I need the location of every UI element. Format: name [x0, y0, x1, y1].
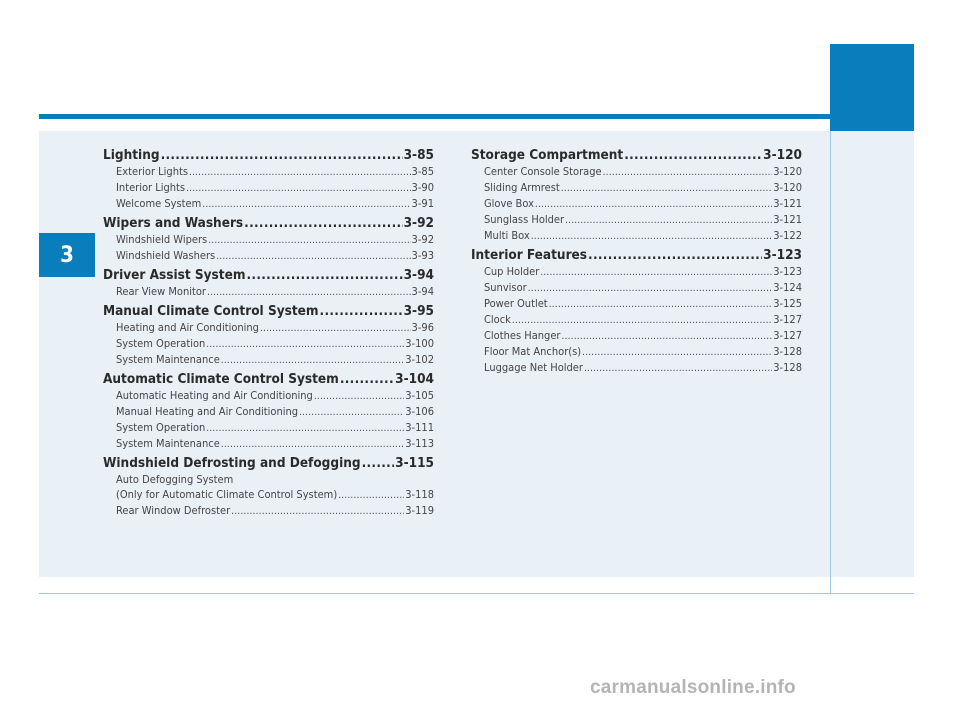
- entry-label: System Operation: [116, 337, 206, 350]
- entry-page-number: 3-128: [773, 345, 802, 358]
- entry-page-number: 3-111: [405, 421, 434, 434]
- toc-subentry[interactable]: [471, 228, 802, 244]
- entry-page-number: 3-94: [411, 285, 434, 298]
- entry-page-number: 3-90: [411, 181, 434, 194]
- entry-page-number: 3-95: [403, 303, 434, 319]
- entry-page-number: 3-102: [405, 353, 434, 366]
- entry-page-number: 3-121: [773, 197, 802, 210]
- dot-leader: [624, 146, 762, 164]
- dot-leader: [186, 180, 410, 196]
- footer-rule: [39, 593, 914, 594]
- toc-section-entry[interactable]: [471, 246, 802, 264]
- dot-leader: [584, 360, 772, 376]
- toc-subentry[interactable]: [471, 328, 802, 344]
- toc-section-entry[interactable]: [103, 266, 434, 284]
- toc-subentry[interactable]: [103, 404, 434, 420]
- entry-label: Driver Assist System: [103, 267, 246, 283]
- panel-divider: [830, 131, 831, 593]
- toc-subentry[interactable]: [471, 344, 802, 360]
- toc-subentry[interactable]: [103, 420, 434, 436]
- dot-leader: [206, 336, 404, 352]
- toc-section-entry[interactable]: [103, 214, 434, 232]
- entry-label: Manual Heating and Air Conditioning: [116, 405, 299, 418]
- entry-label: Floor Mat Anchor(s): [484, 345, 582, 358]
- entry-label: Clothes Hanger: [484, 329, 561, 342]
- entry-label: Automatic Heating and Air Conditioning: [116, 389, 313, 402]
- dot-leader: [320, 302, 403, 320]
- entry-page-number: 3-100: [405, 337, 434, 350]
- entry-label: Interior Features: [471, 247, 588, 263]
- dot-leader: [189, 164, 411, 180]
- dot-leader: [549, 296, 773, 312]
- toc-subentry[interactable]: [471, 180, 802, 196]
- entry-label: Sunglass Holder: [484, 213, 565, 226]
- entry-label: Storage Compartment: [471, 147, 624, 163]
- entry-page-number: 3-127: [773, 329, 802, 342]
- entry-label: Interior Lights: [116, 181, 186, 194]
- toc-subentry[interactable]: [471, 296, 802, 312]
- entry-page-number: 3-122: [773, 229, 802, 242]
- entry-label: Windshield Wipers: [116, 233, 208, 246]
- dot-leader: [260, 320, 411, 336]
- dot-leader: [216, 248, 410, 264]
- dot-leader: [535, 196, 772, 212]
- toc-subentry[interactable]: [103, 503, 434, 519]
- entry-page-number: 3-104: [395, 371, 434, 387]
- entry-label: System Maintenance: [116, 353, 220, 366]
- entry-label: Welcome System: [116, 197, 202, 210]
- dot-leader: [561, 328, 772, 344]
- entry-page-number: 3-123: [773, 265, 802, 278]
- entry-page-number: 3-85: [403, 147, 434, 163]
- dot-leader: [540, 264, 772, 280]
- toc-subentry[interactable]: Auto Defogging System: [116, 473, 234, 486]
- toc-subentry[interactable]: [103, 232, 434, 248]
- entry-label: Center Console Storage: [484, 165, 602, 178]
- entry-label: Clock: [484, 313, 511, 326]
- corner-accent-block: [830, 44, 914, 131]
- toc-right-column: [471, 146, 802, 376]
- entry-label: Cup Holder: [484, 265, 540, 278]
- entry-page-number: 3-94: [403, 267, 434, 283]
- entry-label: Power Outlet: [484, 297, 548, 310]
- toc-section-entry[interactable]: [103, 302, 434, 320]
- entry-label: Sliding Armrest: [484, 181, 560, 194]
- dot-leader: [202, 196, 410, 212]
- entry-label: System Maintenance: [116, 437, 220, 450]
- dot-leader: [531, 228, 773, 244]
- dot-leader: [247, 266, 403, 284]
- dot-leader: [528, 280, 773, 296]
- toc-subentry[interactable]: [103, 352, 434, 368]
- toc-section-entry[interactable]: [103, 370, 434, 388]
- dot-leader: [565, 212, 772, 228]
- toc-subentry[interactable]: [103, 164, 434, 180]
- entry-label: Wipers and Washers: [103, 215, 244, 231]
- toc-section-entry[interactable]: [471, 146, 802, 164]
- toc-section-entry[interactable]: [103, 146, 434, 164]
- dot-leader: [340, 370, 394, 388]
- entry-page-number: 3-121: [773, 213, 802, 226]
- dot-leader: [561, 180, 772, 196]
- toc-subentry[interactable]: [103, 248, 434, 264]
- toc-subentry[interactable]: [103, 388, 434, 404]
- entry-page-number: 3-106: [405, 405, 434, 418]
- entry-page-number: 3-119: [405, 504, 434, 517]
- entry-page-number: 3-123: [763, 247, 802, 263]
- entry-label: Heating and Air Conditioning: [116, 321, 259, 334]
- dot-leader: [362, 454, 395, 472]
- toc-subentry[interactable]: [471, 164, 802, 180]
- entry-label: Exterior Lights: [116, 165, 189, 178]
- entry-page-number: 3-124: [773, 281, 802, 294]
- dot-leader: [512, 312, 772, 328]
- toc-subentry[interactable]: [103, 196, 434, 212]
- dot-leader: [314, 388, 404, 404]
- entry-label: Windshield Washers: [116, 249, 216, 262]
- dot-leader: [206, 420, 404, 436]
- toc-subentry[interactable]: [471, 280, 802, 296]
- toc-section-entry[interactable]: [103, 454, 434, 472]
- dot-leader: [299, 404, 404, 420]
- entry-page-number: 3-115: [395, 455, 434, 471]
- dot-leader: [221, 436, 404, 452]
- entry-label: Glove Box: [484, 197, 534, 210]
- entry-page-number: 3-118: [405, 488, 434, 501]
- entry-page-number: 3-92: [411, 233, 434, 246]
- dot-leader: [588, 246, 762, 264]
- toc-subentry[interactable]: [103, 336, 434, 352]
- entry-page-number: 3-120: [763, 147, 802, 163]
- entry-label: Sunvisor: [484, 281, 527, 294]
- dot-leader: [161, 146, 403, 164]
- header-rule: [39, 114, 830, 119]
- entry-label: Manual Climate Control System: [103, 303, 319, 319]
- entry-page-number: 3-113: [405, 437, 434, 450]
- toc-subentry[interactable]: [103, 436, 434, 452]
- entry-label: Windshield Defrosting and Defogging: [103, 455, 361, 471]
- entry-label: Multi Box: [484, 229, 530, 242]
- entry-label: Rear View Monitor: [116, 285, 206, 298]
- entry-page-number: 3-120: [773, 165, 802, 178]
- dot-leader: [231, 503, 404, 519]
- entry-page-number: 3-105: [405, 389, 434, 402]
- chapter-tab: [39, 233, 95, 277]
- toc-subentry[interactable]: [103, 320, 434, 336]
- entry-page-number: 3-127: [773, 313, 802, 326]
- entry-label: Rear Window Defroster: [116, 504, 231, 517]
- chapter-number: 3: [60, 242, 74, 268]
- toc-subentry[interactable]: [103, 180, 434, 196]
- dot-leader: [582, 344, 772, 360]
- entry-page-number: 3-85: [411, 165, 434, 178]
- entry-label: Luggage Net Holder: [484, 361, 583, 374]
- entry-label: Lighting: [103, 147, 160, 163]
- entry-page-number: 3-128: [773, 361, 802, 374]
- toc-subentry[interactable]: [103, 284, 434, 300]
- toc-subentry[interactable]: [103, 487, 434, 503]
- entry-label: (Only for Automatic Climate Control System): [116, 488, 338, 501]
- dot-leader: [208, 232, 410, 248]
- dot-leader: [603, 164, 773, 180]
- entry-page-number: 3-96: [411, 321, 434, 334]
- entry-page-number: 3-120: [773, 181, 802, 194]
- entry-label: Automatic Climate Control System: [103, 371, 339, 387]
- toc-subentry[interactable]: [471, 196, 802, 212]
- dot-leader: [338, 487, 404, 503]
- entry-label: System Operation: [116, 421, 206, 434]
- toc-subentry[interactable]: [471, 360, 802, 376]
- entry-page-number: 3-91: [411, 197, 434, 210]
- dot-leader: [221, 352, 404, 368]
- dot-leader: [244, 214, 402, 232]
- toc-subentry[interactable]: [471, 264, 802, 280]
- watermark: carmanualsonline.info: [590, 677, 796, 698]
- toc-subentry[interactable]: [471, 212, 802, 228]
- entry-page-number: 3-125: [773, 297, 802, 310]
- entry-page-number: 3-93: [411, 249, 434, 262]
- dot-leader: [207, 284, 411, 300]
- toc-left-column: [103, 146, 434, 519]
- toc-subentry[interactable]: [471, 312, 802, 328]
- entry-page-number: 3-92: [403, 215, 434, 231]
